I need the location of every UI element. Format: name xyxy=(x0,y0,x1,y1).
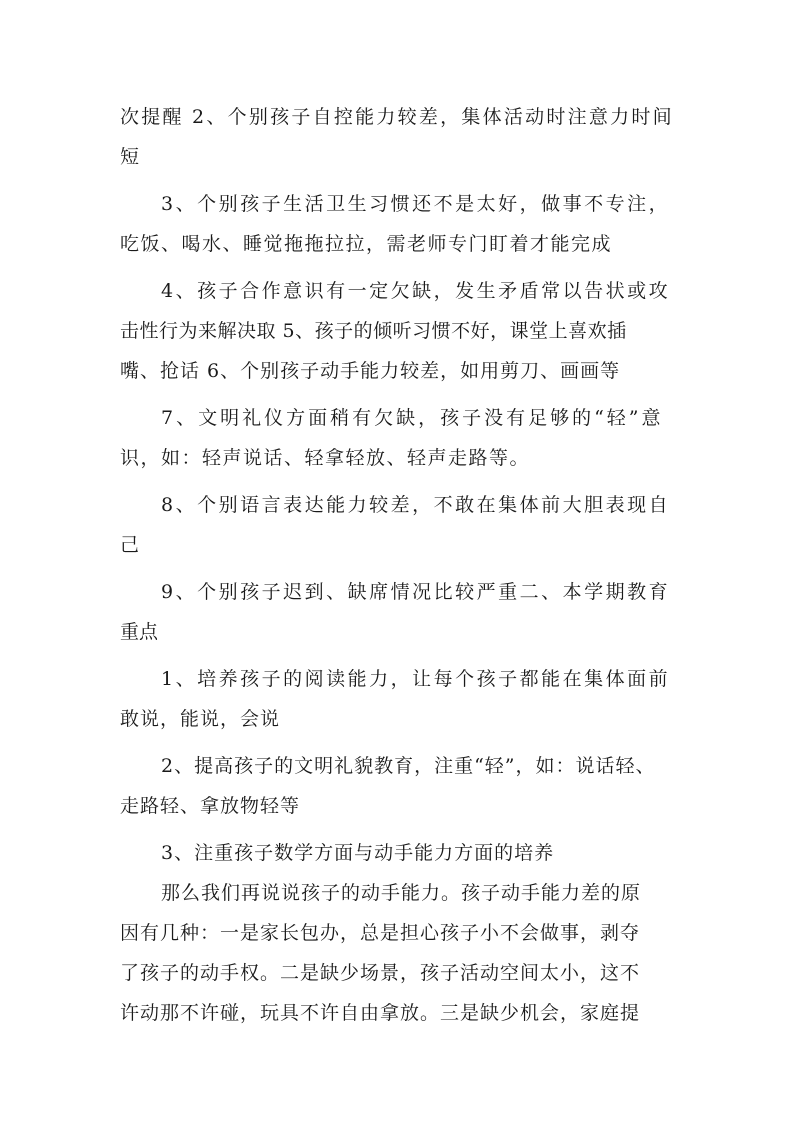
text-line-content: 己 xyxy=(120,534,140,556)
text-line-content: 8、个别语言表达能力较差，不敢在集体前大胆表现自 xyxy=(161,494,671,516)
text-line xyxy=(0,746,794,786)
text-line-content: 3、注重孩子数学方面与动手能力方面的培养 xyxy=(161,842,555,864)
text-line-content: 那么我们再说说孩子的动手能力。孩子动手能力差的原 xyxy=(161,882,642,904)
text-line xyxy=(0,993,794,1033)
text-line xyxy=(0,873,794,913)
text-line xyxy=(0,398,794,438)
text-line-content: 许动那不许碰，玩具不许自由拿放。三是缺少机会，家庭提 xyxy=(120,1002,641,1024)
text-line-content: 9、个别孩子迟到、缺席情况比较严重二、本学期教育 xyxy=(161,581,671,603)
text-line xyxy=(0,659,794,699)
text-line xyxy=(0,224,794,264)
text-line-content: 嘴、抢话 6、个别孩子动手能力较差，如用剪刀、画画等 xyxy=(120,360,621,382)
text-line-content: 7、文明礼仪方面稍有欠缺，孩子没有足够的“轻”意 xyxy=(161,407,664,429)
text-line xyxy=(0,485,794,525)
text-line xyxy=(0,786,794,826)
text-line-content: 走路轻、拿放物轻等 xyxy=(120,795,301,817)
text-line xyxy=(0,833,794,873)
text-line-content: 因有几种：一是家长包办，总是担心孩子小不会做事，剥夺 xyxy=(120,922,641,944)
text-line-content: 吃饭、喝水、睡觉拖拖拉拉，需老师专门盯着才能完成 xyxy=(120,233,613,255)
text-line-content: 4、孩子合作意识有一定欠缺，发生矛盾常以告状或攻 xyxy=(161,280,671,302)
text-line xyxy=(0,97,794,137)
text-line-content: 敢说，能说，会说 xyxy=(120,708,281,730)
text-line-content: 1、培养孩子的阅读能力，让每个孩子都能在集体面前 xyxy=(161,668,671,690)
text-line xyxy=(0,137,794,177)
text-line xyxy=(0,699,794,739)
text-line xyxy=(0,572,794,612)
text-line-content: 击性行为来解决取 5、孩子的倾听习惯不好，课堂上喜欢插 xyxy=(120,320,627,342)
text-line xyxy=(0,311,794,351)
text-line xyxy=(0,913,794,953)
text-line xyxy=(0,612,794,652)
text-line-content: 短 xyxy=(120,146,140,168)
text-line xyxy=(0,271,794,311)
text-line-content: 3、个别孩子生活卫生习惯还不是太好，做事不专注， xyxy=(161,193,671,215)
text-line-content: 重点 xyxy=(120,621,159,643)
text-line xyxy=(0,184,794,224)
text-line xyxy=(0,953,794,993)
text-line xyxy=(0,438,794,478)
text-line-content: 次提醒 2、个别孩子自控能力较差，集体活动时注意力时间 xyxy=(120,106,674,128)
text-line-content: 2、提高孩子的文明礼貌教育，注重“轻”，如：说话轻、 xyxy=(161,755,656,777)
text-line-content: 了孩子的动手权。二是缺少场景，孩子活动空间太小，这不 xyxy=(120,962,641,984)
text-line xyxy=(0,351,794,391)
text-line-content: 识，如：轻声说话、轻拿轻放、轻声走路等。 xyxy=(120,447,531,469)
text-line xyxy=(0,525,794,565)
